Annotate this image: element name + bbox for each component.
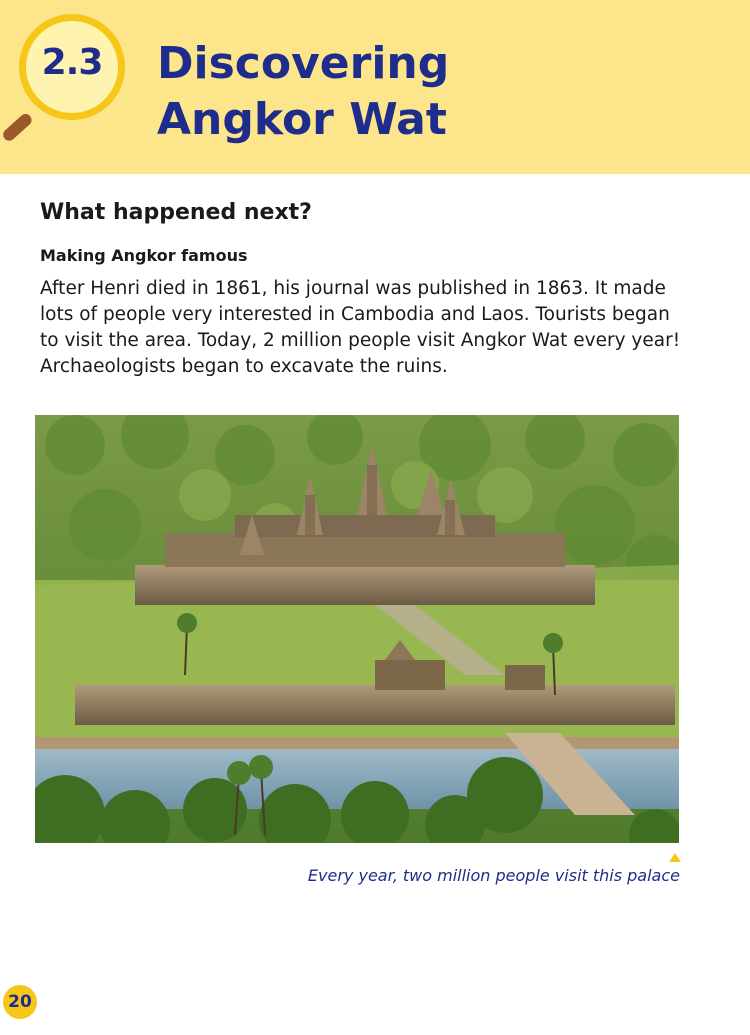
section-number: 2.3 xyxy=(41,42,103,83)
angkor-wat-photo xyxy=(35,415,679,843)
subsection-heading: Making Angkor famous xyxy=(40,246,248,265)
photo-caption: Every year, two million people visit this palace xyxy=(307,866,680,885)
body-paragraph: After Henri died in 1861, his journal was published in 1863. It made lots of people very interested in Cambodia and Laos. Tourists began to visit the area. Today, 2 million people visit Angkor Wat every year! Archaeologists began to excavate the ruins. xyxy=(40,278,681,377)
title-line-2: Angkor Wat xyxy=(157,94,447,145)
title-line-1: Discovering xyxy=(157,38,450,89)
magnifier-handle xyxy=(1,112,34,144)
page-number: 20 xyxy=(3,985,37,1019)
section-heading: What happened next? xyxy=(40,200,312,225)
page-title xyxy=(157,36,449,148)
chapter-header xyxy=(0,0,750,174)
caption-pointer-icon xyxy=(669,853,681,862)
